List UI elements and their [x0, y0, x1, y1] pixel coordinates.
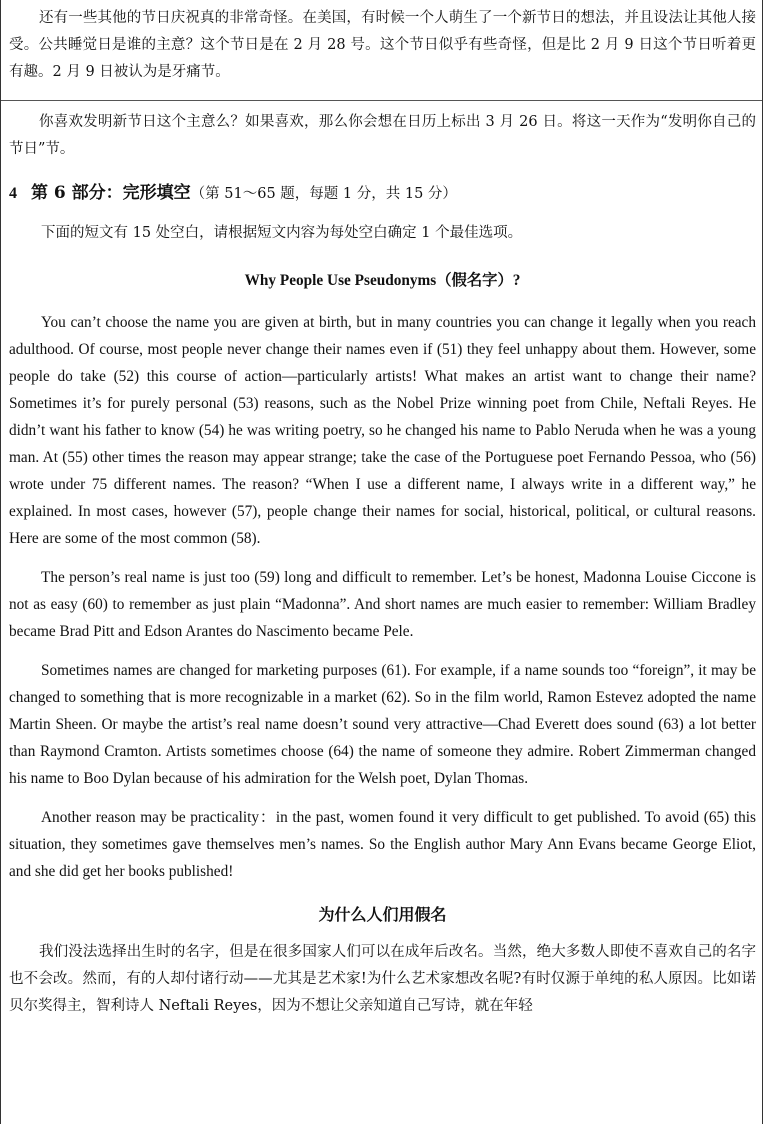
intro-paragraph-1: 还有一些其他的节日庆祝真的非常奇怪。在美国，有时候一个人萌生了一个新节日的想法，并且设法让其他人接受。公共睡觉日是谁的主意？这个节日是在 2 月 28 号。这个节日似乎有些奇怪，但是比 2 月 9 日这个节日听着更有趣。2 月 9 日被认为是牙痛节。: [9, 10, 756, 80]
passage-paragraph-1: You can’t choose the name you are given at birth, but in many countries you can change it legally when you reach adulthood. Of course, most people never change their names even if (51) they feel unhappy about them. However, some people do take (52) this course of action—particularly artists! What makes an artist want to change their name? Sometimes it’s for purely personal (53) reasons, such as the Nobel Prize winning poet from Chile, Neftali Reyes. He didn’t want his father to know (54) he was writing poetry, so he changed his name to Pablo Neruda when he was a young man. At (55) other times the reason may appear strange; take the case of the Portuguese poet Fernando Pessoa, who (56) wrote under 75 different names. The reason? “When I use a different name, I always write in a different way,” he explained. In most cases, however (57), people change their names for social, historical, political, or cultural reasons. Here are some of the most common (58).: [9, 314, 756, 547]
intro-paragraph-2: 你喜欢发明新节日这个主意么？如果喜欢，那么你会想在日历上标出 3 月 26 日。将这一天作为“发明你自己的节日”节。: [9, 114, 756, 157]
translation-title: 为什么人们用假名: [318, 905, 447, 924]
passage-paragraph-4: Another reason may be practicality：in the past, women found it very difficult to get published. To avoid (65) this situation, they sometimes gave themselves men’s names. So the English author Mary Ann Evans became George Eliot, and she did get her books published!: [9, 809, 756, 880]
section-instruction: 下面的短文有 15 处空白，请根据短文内容为每处空白确定 1 个最佳选项。: [41, 225, 523, 241]
section-number: 4: [9, 185, 17, 202]
translation-paragraph: 我们没法选择出生时的名字，但是在很多国家人们可以在成年后改名。当然，绝大多数人即使不喜欢自己的名字也不会改。然而，有的人却付诸行动——尤其是艺术家!为什么艺术家想改名呢?有时仅源于单纯的私人原因。比如诺贝尔奖得主，智利诗人 Neftali Reyes，因为不想让父亲知道自己写诗，就在年轻: [9, 944, 756, 1014]
passage-paragraph-2: The person’s real name is just too (59) long and difficult to remember. Let’s be honest, Madonna Louise Ciccone is not as easy (60) to remember as just plain “Madonna”. And short names are much easier to remember: William Bradley became Brad Pitt and Edson Arantes do Nascimento became Pele.: [9, 569, 756, 640]
passage-paragraph-3: Sometimes names are changed for marketing purposes (61). For example, if a name sounds too “foreign”, it may be changed to something that is more recognizable in a market (62). So in the film world, Ramon Estevez adopted the name Martin Sheen. Or maybe the artist’s real name doesn’t sound very attractive—Chad Everett does sound (63) a lot better than Raymond Cramton. Artists sometimes choose (64) the name of someone they admire. Robert Zimmerman changed his name to Boo Dylan because of his admiration for the Welsh poet, Dylan Thomas.: [9, 662, 756, 787]
passage-title: Why People Use Pseudonyms（假名字）?: [244, 272, 521, 289]
section-heading: [9, 181, 756, 206]
section-title: 第 6 部分：完形填空: [31, 183, 191, 203]
section-subtitle: （第 51～65 题，每题 1 分，共 15 分）: [190, 186, 457, 202]
